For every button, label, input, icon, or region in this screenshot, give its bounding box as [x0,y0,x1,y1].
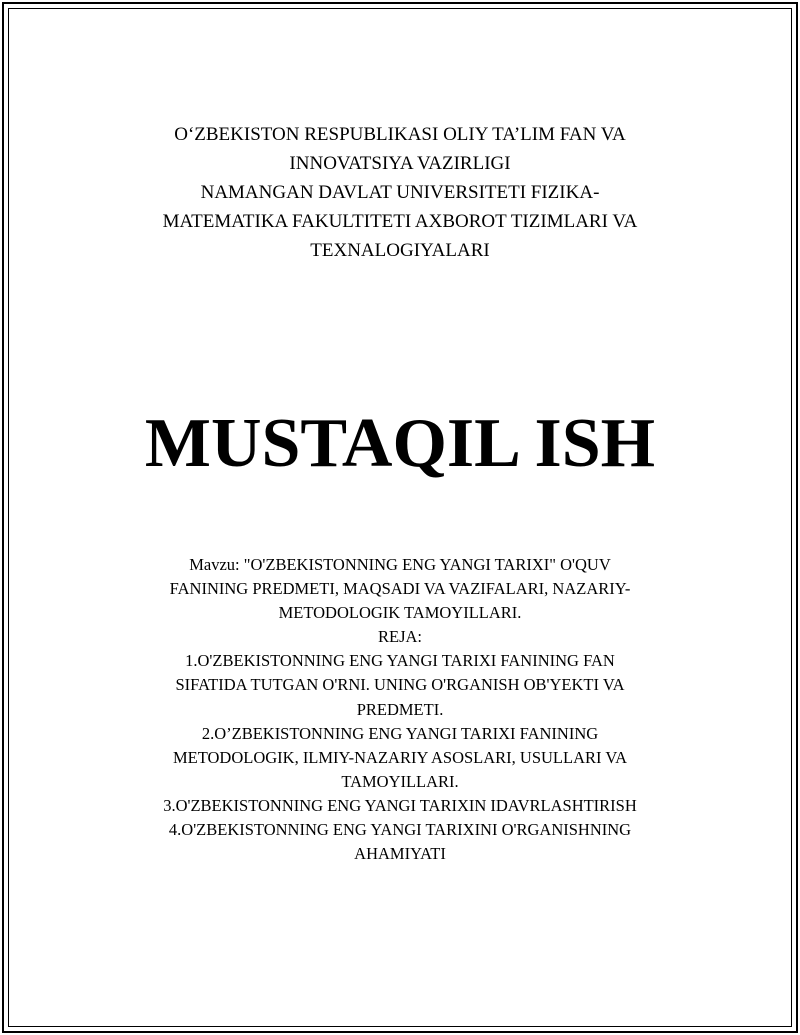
plan-heading: REJA: [377,627,422,647]
plan-line: TAMOYILLARI. [341,771,459,791]
plan-line: 4.O'ZBEKISTONNING ENG YANGI TARIXINI O'RGANISHNING [168,820,632,840]
header-line: INNOVATSIYA VAZIRLIGI [289,153,511,174]
plan-line: 1.O'ZBEKISTONNING ENG YANGI TARIXI FANINING FAN [185,651,615,671]
header-line: TEXNALOGIYALARI [310,240,490,261]
topic-line: Mavzu: "O'ZBEKISTONNING ENG YANGI TARIXI" O'QUV [189,555,611,574]
plan-line: AHAMIYATI [354,844,446,864]
topic-line: METODOLOGIK TAMOYILLARI. [278,603,522,623]
institution-header [100,120,700,265]
plan-line: 3.O'ZBEKISTONNING ENG YANGI TARIXIN IDAVRLASHTIRISH [163,795,637,815]
plan-line: PREDMETI. [356,699,444,719]
header-line: O‘ZBEKISTON RESPUBLIKASI OLIY TA’LIM FAN VA [174,124,626,145]
plan-line: SIFATIDA TUTGAN O'RNI. UNING O'RGANISH OB'YEKTI VA [175,675,625,695]
document-title: MUSTAQIL ISH [144,405,656,482]
plan-line: 2.O’ZBEKISTONNING ENG YANGI TARIXI FANINING [201,723,599,743]
header-line: MATEMATIKA FAKULTITETI AXBOROT TIZIMLARI VA [162,211,638,232]
topic-line: FANINING PREDMETI, MAQSADI VA VAZIFALARI, NAZARIY- [169,579,631,599]
topic-and-plan [80,553,720,866]
plan-line: METODOLOGIK, ILMIY-NAZARIY ASOSLARI, USULLARI VA [172,747,628,767]
header-line: NAMANGAN DAVLAT UNIVERSITETI FIZIKA- [200,182,600,203]
